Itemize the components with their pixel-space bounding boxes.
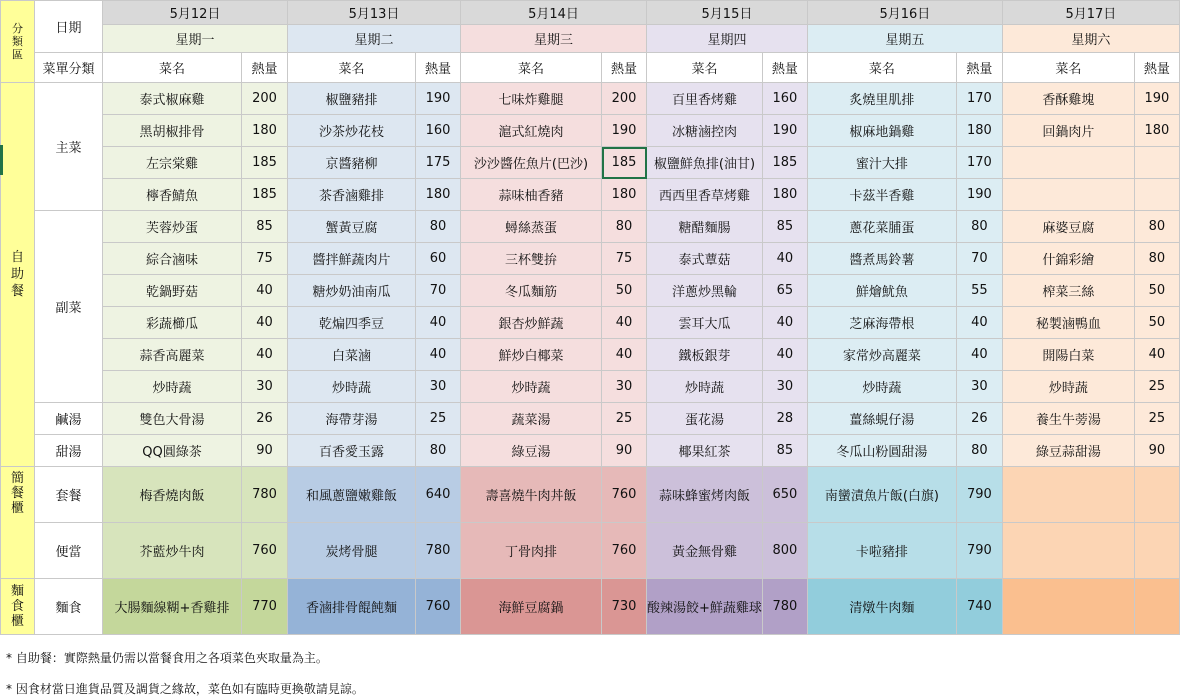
dish-cell[interactable]: 椒鹽豬排: [288, 83, 416, 115]
dish-cell[interactable]: 芝麻海帶根: [807, 307, 956, 339]
dish-column-header: 菜名: [1002, 53, 1134, 83]
dish-cell[interactable]: 椰果紅茶: [647, 435, 763, 467]
dish-cell[interactable]: 卡茲半香雞: [807, 179, 956, 211]
meal-calorie-cell[interactable]: 640: [416, 467, 461, 523]
dish-cell[interactable]: 雙色大骨湯: [103, 403, 242, 435]
calorie-cell[interactable]: 50: [602, 275, 647, 307]
meal-dish-cell[interactable]: 和風蔥鹽嫩雞飯: [288, 467, 416, 523]
date-header: 5月12日: [103, 1, 288, 25]
meal-dish-cell[interactable]: 壽喜燒牛肉丼飯: [461, 467, 602, 523]
date-header: 5月17日: [1002, 1, 1179, 25]
dish-cell[interactable]: 京醬豬柳: [288, 147, 416, 179]
dish-cell[interactable]: 蟹黃豆腐: [288, 211, 416, 243]
meal-calorie-cell[interactable]: 760: [602, 467, 647, 523]
calorie-cell[interactable]: 40: [242, 307, 288, 339]
calorie-cell[interactable]: 80: [416, 211, 461, 243]
dish-cell[interactable]: 什錦彩繪: [1002, 243, 1134, 275]
meal-calorie-cell[interactable]: 790: [956, 467, 1002, 523]
weekday-header: 星期三: [461, 25, 647, 53]
calorie-cell[interactable]: 80: [956, 435, 1002, 467]
meal-dish-cell[interactable]: 蒜味蜂蜜烤肉飯: [647, 467, 763, 523]
calorie-cell[interactable]: 180: [762, 179, 807, 211]
note-1: * 自助餐：實際熱量仍需以當餐食用之各項菜色夾取量為主。: [6, 651, 328, 665]
calorie-cell[interactable]: 40: [602, 307, 647, 339]
dish-cell[interactable]: 秘製滷鴨血: [1002, 307, 1134, 339]
dish-cell[interactable]: 西西里香草烤雞: [647, 179, 763, 211]
meal-category: 便當: [35, 523, 103, 579]
calorie-cell[interactable]: 85: [762, 435, 807, 467]
dish-cell[interactable]: 蔥花菜脯蛋: [807, 211, 956, 243]
meal-calorie-cell[interactable]: 800: [762, 523, 807, 579]
calorie-cell[interactable]: 70: [416, 275, 461, 307]
dish-cell[interactable]: 炒時蔬: [288, 371, 416, 403]
meal-dish-cell[interactable]: 芥藍炒牛肉: [103, 523, 242, 579]
calorie-cell[interactable]: 190: [1134, 83, 1179, 115]
calorie-cell[interactable]: 90: [602, 435, 647, 467]
calorie-cell[interactable]: 180: [416, 179, 461, 211]
calorie-cell[interactable]: 40: [956, 339, 1002, 371]
calorie-cell[interactable]: 180: [956, 115, 1002, 147]
meal-dish-cell[interactable]: 香滷排骨餛飩麵: [288, 579, 416, 635]
dish-cell[interactable]: 乾煸四季豆: [288, 307, 416, 339]
calorie-cell[interactable]: 185: [762, 147, 807, 179]
set-meal-section-text: 簡 餐 櫃: [10, 471, 24, 516]
dish-cell[interactable]: 三杯雙拚: [461, 243, 602, 275]
calorie-column-header: 熱量: [416, 53, 461, 83]
meal-category: 麵食: [35, 579, 103, 635]
dish-cell[interactable]: 麻婆豆腐: [1002, 211, 1134, 243]
dish-cell[interactable]: 炙燒里肌排: [807, 83, 956, 115]
dish-cell[interactable]: 糖炒奶油南瓜: [288, 275, 416, 307]
calorie-column-header: 熱量: [1134, 53, 1179, 83]
meal-dish-cell[interactable]: 清燉牛肉麵: [807, 579, 956, 635]
dish-cell[interactable]: 黑胡椒排骨: [103, 115, 242, 147]
dish-cell[interactable]: 蒜味柚香豬: [461, 179, 602, 211]
dish-cell[interactable]: 滬式紅燒肉: [461, 115, 602, 147]
dish-cell[interactable]: 養生牛蒡湯: [1002, 403, 1134, 435]
dish-cell[interactable]: 家常炒高麗菜: [807, 339, 956, 371]
meal-calorie-cell[interactable]: 650: [762, 467, 807, 523]
dish-cell[interactable]: 綠豆湯: [461, 435, 602, 467]
calorie-cell[interactable]: 170: [956, 147, 1002, 179]
meal-dish-cell[interactable]: 大腸麵線糊+香雞排: [103, 579, 242, 635]
dish-cell[interactable]: 百香愛玉露: [288, 435, 416, 467]
calorie-cell[interactable]: 25: [1134, 371, 1179, 403]
meal-dish-cell[interactable]: 梅香燒肉飯: [103, 467, 242, 523]
calorie-cell[interactable]: 65: [762, 275, 807, 307]
noodle-section-text: 麵 食 櫃: [10, 584, 24, 629]
dish-cell[interactable]: 薑絲蜆仔湯: [807, 403, 956, 435]
dish-cell[interactable]: 炒時蔬: [461, 371, 602, 403]
calorie-cell[interactable]: 80: [1134, 211, 1179, 243]
meal-calorie-cell[interactable]: 790: [956, 523, 1002, 579]
dish-column-header: 菜名: [647, 53, 763, 83]
calorie-cell[interactable]: 25: [602, 403, 647, 435]
calorie-cell[interactable]: 50: [1134, 307, 1179, 339]
meal-dish-cell[interactable]: [1002, 523, 1134, 579]
calorie-cell[interactable]: 160: [762, 83, 807, 115]
calorie-cell[interactable]: 190: [762, 115, 807, 147]
calorie-cell[interactable]: 60: [416, 243, 461, 275]
dish-cell[interactable]: 炒時蔬: [807, 371, 956, 403]
calorie-cell[interactable]: 160: [416, 115, 461, 147]
meal-dish-cell[interactable]: 炭烤骨腿: [288, 523, 416, 579]
dish-cell[interactable]: 冬瓜山粉圓甜湯: [807, 435, 956, 467]
dish-cell[interactable]: [1002, 147, 1134, 179]
calorie-cell[interactable]: 40: [762, 307, 807, 339]
category-1: 副菜: [35, 211, 103, 403]
dish-cell[interactable]: 糖醋麵腸: [647, 211, 763, 243]
calorie-cell[interactable]: 40: [956, 307, 1002, 339]
meal-dish-cell[interactable]: [1002, 579, 1134, 635]
category-2: 鹹湯: [35, 403, 103, 435]
calorie-cell[interactable]: 180: [242, 115, 288, 147]
dish-cell[interactable]: 海帶芽湯: [288, 403, 416, 435]
meal-dish-cell[interactable]: 南蠻漬魚片飯(白旗): [807, 467, 956, 523]
date-label: 日期: [35, 1, 103, 53]
weekday-header: 星期一: [103, 25, 288, 53]
meal-dish-cell[interactable]: 丁骨肉排: [461, 523, 602, 579]
calorie-cell[interactable]: 170: [956, 83, 1002, 115]
dish-cell[interactable]: 銀杏炒鮮蔬: [461, 307, 602, 339]
calorie-cell[interactable]: 175: [416, 147, 461, 179]
noodle-section-label: [1, 579, 35, 635]
dish-cell[interactable]: 蛋花湯: [647, 403, 763, 435]
dish-column-header: 菜名: [807, 53, 956, 83]
calorie-cell[interactable]: 90: [242, 435, 288, 467]
dish-cell[interactable]: 鮮炒白椰菜: [461, 339, 602, 371]
dish-cell[interactable]: 洋蔥炒黑輪: [647, 275, 763, 307]
meal-calorie-cell[interactable]: 780: [416, 523, 461, 579]
calorie-cell[interactable]: 30: [242, 371, 288, 403]
calorie-cell[interactable]: 28: [762, 403, 807, 435]
dish-cell[interactable]: 七味炸雞腿: [461, 83, 602, 115]
dish-cell[interactable]: 彩蔬櫛瓜: [103, 307, 242, 339]
meal-dish-cell[interactable]: 卡啦豬排: [807, 523, 956, 579]
calorie-cell[interactable]: 26: [956, 403, 1002, 435]
dish-cell[interactable]: 蒜香高麗菜: [103, 339, 242, 371]
dish-cell[interactable]: 雲耳大瓜: [647, 307, 763, 339]
meal-calorie-cell[interactable]: 760: [242, 523, 288, 579]
calorie-cell[interactable]: 40: [242, 339, 288, 371]
calorie-cell[interactable]: 30: [602, 371, 647, 403]
dish-cell[interactable]: 醬拌鮮蔬肉片: [288, 243, 416, 275]
meal-calorie-cell[interactable]: 770: [242, 579, 288, 635]
calorie-cell[interactable]: 185: [242, 147, 288, 179]
section-header: [1, 1, 35, 83]
category-3: 甜湯: [35, 435, 103, 467]
date-header: 5月14日: [461, 1, 647, 25]
calorie-cell[interactable]: 26: [242, 403, 288, 435]
dish-cell[interactable]: 左宗棠雞: [103, 147, 242, 179]
calorie-column-header: 熱量: [762, 53, 807, 83]
dish-cell[interactable]: 蜜汁大排: [807, 147, 956, 179]
calorie-cell[interactable]: 85: [762, 211, 807, 243]
calorie-cell[interactable]: 40: [1134, 339, 1179, 371]
category-0: 主菜: [35, 83, 103, 211]
calorie-cell[interactable]: 190: [956, 179, 1002, 211]
dish-cell[interactable]: 回鍋肉片: [1002, 115, 1134, 147]
dish-cell[interactable]: 椒麻地鍋雞: [807, 115, 956, 147]
calorie-cell[interactable]: 30: [956, 371, 1002, 403]
dish-cell[interactable]: 鮮燴魷魚: [807, 275, 956, 307]
dish-cell[interactable]: 沙茶炒花枝: [288, 115, 416, 147]
dish-cell[interactable]: [1002, 179, 1134, 211]
calorie-cell[interactable]: 75: [242, 243, 288, 275]
dish-cell[interactable]: 檸香鯖魚: [103, 179, 242, 211]
weekday-header: 星期六: [1002, 25, 1179, 53]
dish-cell[interactable]: 蔬菜湯: [461, 403, 602, 435]
meal-calorie-cell[interactable]: 780: [242, 467, 288, 523]
note-2: * 因食材當日進貨品質及調貨之緣故，菜色如有臨時更換敬請見諒。: [6, 682, 364, 696]
calorie-cell[interactable]: 25: [416, 403, 461, 435]
dish-cell[interactable]: 榨菜三絲: [1002, 275, 1134, 307]
calorie-column-header: 熱量: [956, 53, 1002, 83]
calorie-cell[interactable]: 185: [602, 147, 647, 179]
meal-calorie-cell[interactable]: 760: [602, 523, 647, 579]
dish-cell[interactable]: 炒時蔬: [1002, 371, 1134, 403]
weekday-header: 星期二: [288, 25, 461, 53]
meal-dish-cell[interactable]: [1002, 467, 1134, 523]
calorie-cell[interactable]: [1134, 147, 1179, 179]
dish-cell[interactable]: 香酥雞塊: [1002, 83, 1134, 115]
dish-cell[interactable]: 乾鍋野菇: [103, 275, 242, 307]
dish-cell[interactable]: 鐵板銀芽: [647, 339, 763, 371]
dish-cell[interactable]: 綠豆蒜甜湯: [1002, 435, 1134, 467]
dish-cell[interactable]: QQ圓綠茶: [103, 435, 242, 467]
calorie-cell[interactable]: 40: [416, 307, 461, 339]
calorie-cell[interactable]: 80: [1134, 243, 1179, 275]
dish-cell[interactable]: 醬煮馬鈴薯: [807, 243, 956, 275]
buffet-section-label: [1, 83, 35, 467]
meal-category: 套餐: [35, 467, 103, 523]
meal-dish-cell[interactable]: 黃金無骨雞: [647, 523, 763, 579]
calorie-cell[interactable]: 30: [762, 371, 807, 403]
calorie-cell[interactable]: 80: [602, 211, 647, 243]
date-header: 5月13日: [288, 1, 461, 25]
meal-dish-cell[interactable]: 海鮮豆腐鍋: [461, 579, 602, 635]
calorie-cell[interactable]: [1134, 179, 1179, 211]
dish-cell[interactable]: 百里香烤雞: [647, 83, 763, 115]
dish-cell[interactable]: 冬瓜麵筋: [461, 275, 602, 307]
dish-cell[interactable]: 炒時蔬: [647, 371, 763, 403]
dish-cell[interactable]: 炒時蔬: [103, 371, 242, 403]
meal-calorie-cell[interactable]: [1134, 523, 1179, 579]
calorie-cell[interactable]: 200: [242, 83, 288, 115]
calorie-cell[interactable]: 55: [956, 275, 1002, 307]
dish-cell[interactable]: 芙蓉炒蛋: [103, 211, 242, 243]
calorie-column-header: 熱量: [242, 53, 288, 83]
dish-cell[interactable]: 沙沙醬佐魚片(巴沙): [461, 147, 602, 179]
category-label: 菜單分類: [35, 53, 103, 83]
calorie-cell[interactable]: 180: [602, 179, 647, 211]
weekday-header: 星期五: [807, 25, 1002, 53]
calorie-cell[interactable]: 40: [602, 339, 647, 371]
dish-cell[interactable]: 椒鹽鮮魚排(油甘): [647, 147, 763, 179]
weekday-header: 星期四: [647, 25, 808, 53]
calorie-cell[interactable]: 40: [762, 339, 807, 371]
calorie-cell[interactable]: 200: [602, 83, 647, 115]
dish-column-header: 菜名: [103, 53, 242, 83]
calorie-cell[interactable]: 180: [1134, 115, 1179, 147]
row-selection-marker: [0, 145, 3, 175]
meal-calorie-cell[interactable]: 740: [956, 579, 1002, 635]
calorie-cell[interactable]: 185: [242, 179, 288, 211]
meal-calorie-cell[interactable]: 730: [602, 579, 647, 635]
calorie-cell[interactable]: 80: [416, 435, 461, 467]
dish-cell[interactable]: 開陽白菜: [1002, 339, 1134, 371]
meal-calorie-cell[interactable]: [1134, 467, 1179, 523]
calorie-cell[interactable]: 40: [762, 243, 807, 275]
dish-cell[interactable]: 蟳絲蒸蛋: [461, 211, 602, 243]
dish-cell[interactable]: 茶香滷雞排: [288, 179, 416, 211]
dish-cell[interactable]: 泰式蕈菇: [647, 243, 763, 275]
calorie-cell[interactable]: 30: [416, 371, 461, 403]
dish-cell[interactable]: 白菜滷: [288, 339, 416, 371]
calorie-cell[interactable]: 50: [1134, 275, 1179, 307]
meal-calorie-cell[interactable]: 780: [762, 579, 807, 635]
meal-dish-cell[interactable]: 酸辣湯餃+鮮蔬雞球: [647, 579, 763, 635]
date-header: 5月15日: [647, 1, 808, 25]
calorie-cell[interactable]: 70: [956, 243, 1002, 275]
dish-cell[interactable]: 冰糖滷控肉: [647, 115, 763, 147]
calorie-cell[interactable]: 80: [956, 211, 1002, 243]
set-meal-section-label: [1, 467, 35, 579]
dish-column-header: 菜名: [288, 53, 416, 83]
dish-column-header: 菜名: [461, 53, 602, 83]
dish-cell[interactable]: 綜合滷味: [103, 243, 242, 275]
calorie-cell[interactable]: 190: [416, 83, 461, 115]
calorie-cell[interactable]: 190: [602, 115, 647, 147]
section-header-label: 分 類 區: [12, 22, 23, 61]
meal-calorie-cell[interactable]: [1134, 579, 1179, 635]
calorie-cell[interactable]: 90: [1134, 435, 1179, 467]
calorie-column-header: 熱量: [602, 53, 647, 83]
dish-cell[interactable]: 泰式椒麻雞: [103, 83, 242, 115]
calorie-cell[interactable]: 75: [602, 243, 647, 275]
calorie-cell[interactable]: 40: [242, 275, 288, 307]
date-header: 5月16日: [807, 1, 1002, 25]
buffet-section-text: 自 助 餐: [10, 250, 24, 299]
calorie-cell[interactable]: 85: [242, 211, 288, 243]
calorie-cell[interactable]: 40: [416, 339, 461, 371]
meal-calorie-cell[interactable]: 760: [416, 579, 461, 635]
calorie-cell[interactable]: 25: [1134, 403, 1179, 435]
